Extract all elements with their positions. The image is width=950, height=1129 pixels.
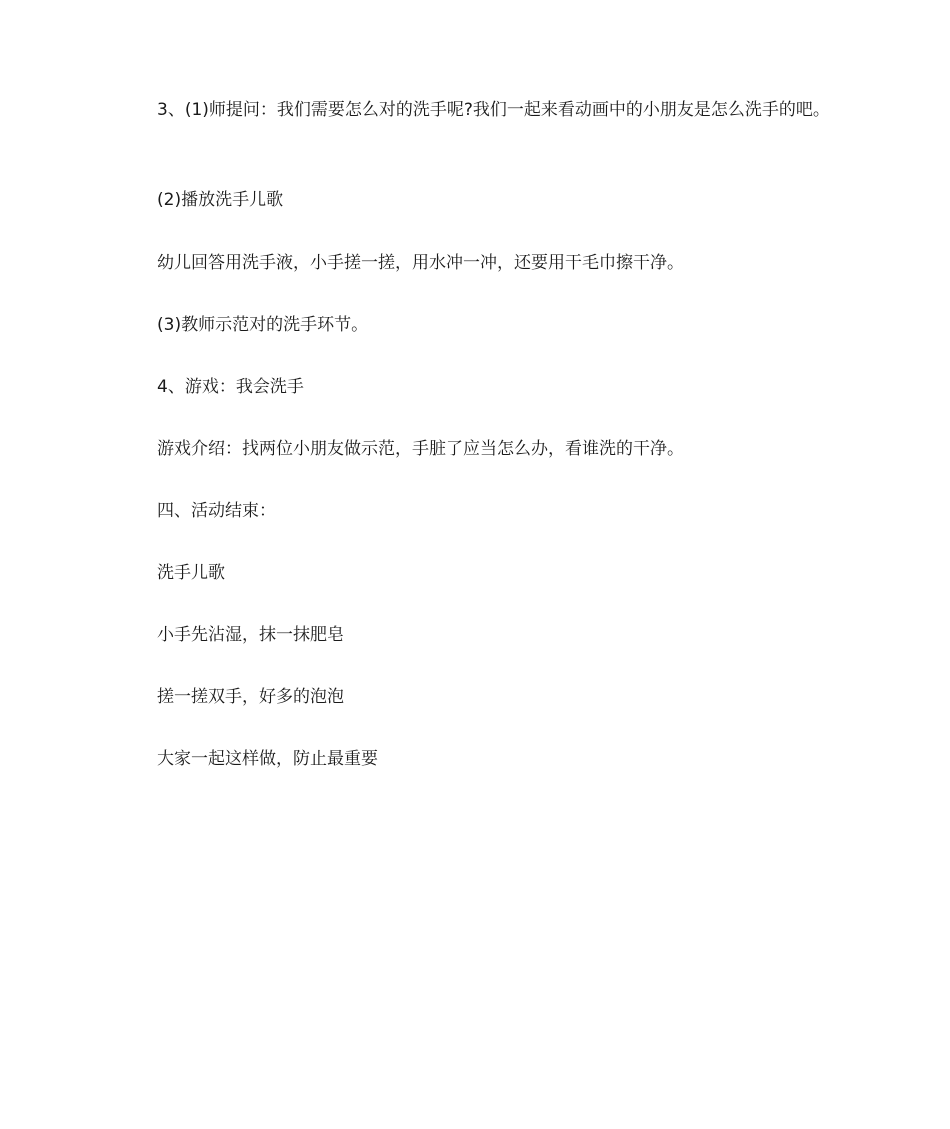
paragraph-song-line-2: 搓一搓双手，好多的泡泡: [157, 687, 344, 707]
paragraph-game-intro: 游戏介绍：找两位小朋友做示范，手脏了应当怎么办，看谁洗的干净。: [157, 439, 684, 459]
paragraph-children-answer: 幼儿回答用洗手液，小手搓一搓，用水冲一冲，还要用干毛巾擦干净。: [157, 253, 684, 273]
paragraph-step-3-question: 3、(1)师提问：我们需要怎么对的洗手呢?我们一起来看动画中的小朋友是怎么洗手的吧。: [157, 100, 830, 120]
paragraph-teacher-demo: (3)教师示范对的洗手环节。: [157, 315, 369, 335]
paragraph-play-song: (2)播放洗手儿歌: [157, 190, 284, 210]
paragraph-step-4-game: 4、游戏：我会洗手: [157, 377, 304, 397]
paragraph-song-line-1: 小手先沾湿，抹一抹肥皂: [157, 625, 344, 645]
paragraph-song-line-3: 大家一起这样做，防止最重要: [157, 749, 378, 769]
paragraph-activity-end: 四、活动结束：: [157, 501, 276, 521]
paragraph-song-title: 洗手儿歌: [157, 563, 225, 583]
